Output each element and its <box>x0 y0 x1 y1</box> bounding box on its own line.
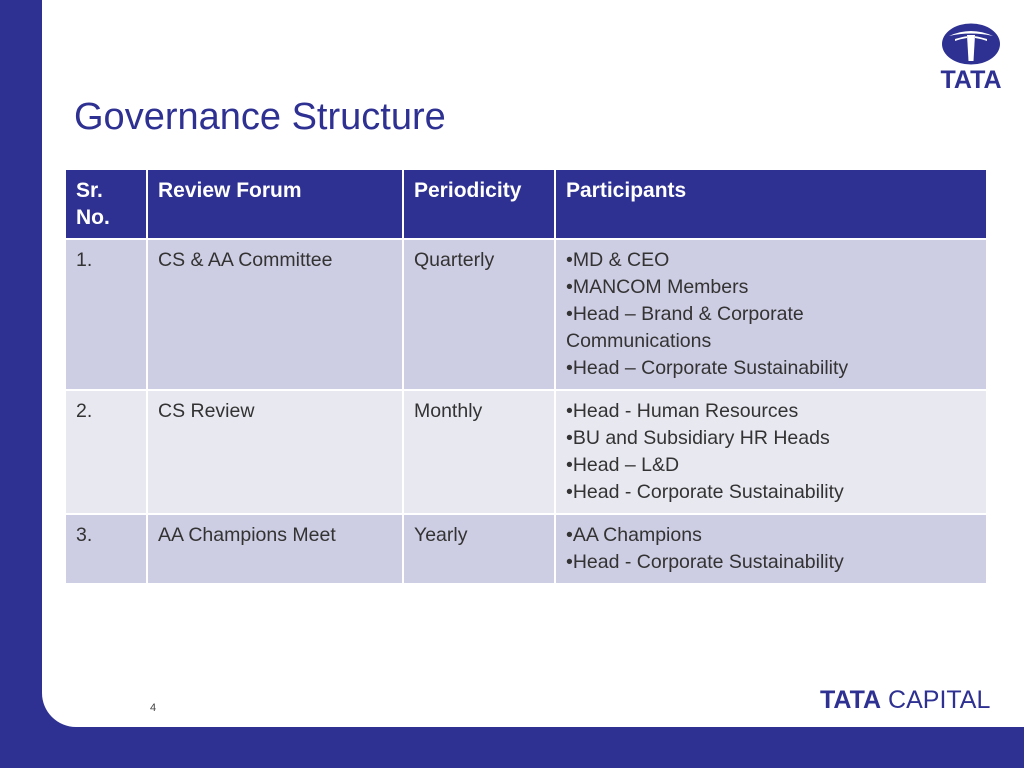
participant-item: •AA Champions <box>566 524 702 546</box>
tata-capital-division: CAPITAL <box>888 686 991 714</box>
header-participants: Participants <box>555 169 987 239</box>
cell-participants <box>555 514 987 584</box>
page-title: Governance Structure <box>74 96 446 138</box>
governance-table <box>64 168 988 585</box>
tata-capital-logo <box>820 686 990 716</box>
cell-participants <box>555 239 987 390</box>
cell-participants <box>555 390 987 514</box>
table-row <box>65 514 987 584</box>
tata-wordmark: TATA <box>940 66 1002 94</box>
participant-item: •Head - Corporate Sustainability <box>566 481 844 503</box>
header-periodicity: Periodicity <box>403 169 555 239</box>
participant-item: •MANCOM Members <box>566 276 749 298</box>
header-review-forum: Review Forum <box>147 169 403 239</box>
cell-forum: CS Review <box>147 390 403 514</box>
participant-item: •Head - Human Resources <box>566 400 799 422</box>
table-row <box>65 239 987 390</box>
cell-periodicity: Quarterly <box>403 239 555 390</box>
participant-item: •Head – Brand & Corporate <box>566 303 804 325</box>
cell-sr: 1. <box>65 239 147 390</box>
participant-item: •Head - Corporate Sustainability <box>566 551 844 573</box>
cell-periodicity: Yearly <box>403 514 555 584</box>
cell-sr: 2. <box>65 390 147 514</box>
cell-forum: AA Champions Meet <box>147 514 403 584</box>
cell-periodicity: Monthly <box>403 390 555 514</box>
table-row <box>65 390 987 514</box>
header-sr-no: Sr. No. <box>65 169 147 239</box>
page-number: 4 <box>150 702 157 714</box>
participant-item: •Head – Corporate Sustainability <box>566 357 849 379</box>
participant-item: Communications <box>566 330 712 352</box>
participant-item: •BU and Subsidiary HR Heads <box>566 427 830 449</box>
slide <box>42 0 1024 727</box>
tata-logo <box>926 22 1016 94</box>
tata-capital-brand: TATA <box>820 686 882 714</box>
cell-sr: 3. <box>65 514 147 584</box>
table-header-row <box>65 169 987 239</box>
cell-forum: CS & AA Committee <box>147 239 403 390</box>
tata-emblem-icon <box>940 22 1002 66</box>
participant-item: •Head – L&D <box>566 454 680 476</box>
participant-item: •MD & CEO <box>566 249 670 271</box>
